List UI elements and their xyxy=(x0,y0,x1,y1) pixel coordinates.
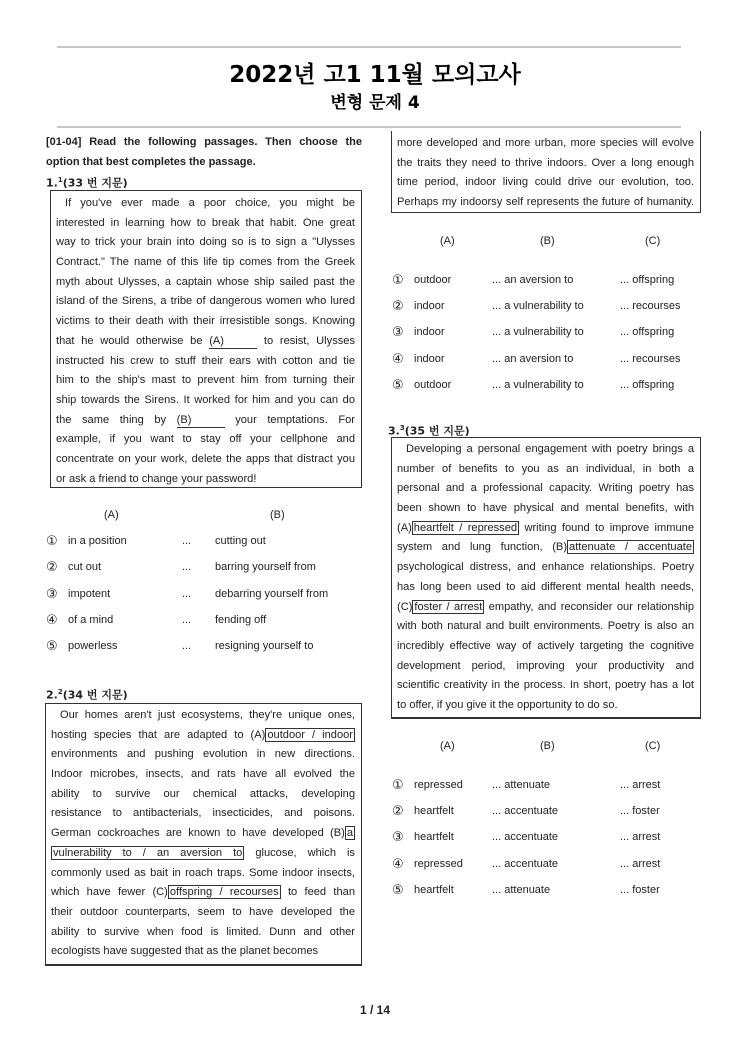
instructions-line: [01-04] Read the following passages. Then choose the xyxy=(46,136,362,148)
passage-line xyxy=(56,470,355,490)
option-text: ... xyxy=(182,640,192,653)
passage-line xyxy=(51,726,355,746)
passage-line xyxy=(51,864,355,884)
passage-text: ecologists have suggested that as the planet becomes xyxy=(51,945,319,958)
passage-line xyxy=(56,371,355,391)
answer-choice-box: heartfelt / repressed xyxy=(413,521,518,534)
passage-text: development period, improving your productivity and xyxy=(397,659,694,672)
passage-line xyxy=(56,411,355,431)
passage-line xyxy=(397,499,694,519)
passage-line xyxy=(51,903,355,923)
passage-text: environments and pushing evolution in new directions. xyxy=(51,748,355,761)
option-text: indoor xyxy=(414,352,445,365)
answer-choice-box: a xyxy=(346,827,353,840)
option-text: ... xyxy=(182,613,192,626)
passage-text: more developed and more urban, more species will evolve xyxy=(397,137,694,149)
passage-1 xyxy=(50,190,362,488)
option-number: ④ xyxy=(392,350,404,366)
header-rule xyxy=(57,126,681,128)
passage-line xyxy=(397,598,694,618)
passage-line xyxy=(397,173,694,193)
option-number: ① xyxy=(392,272,404,287)
passage-text: scientific creativity in the process. In short, poetry has a lot xyxy=(397,679,694,692)
passage-text: (C) xyxy=(397,600,413,613)
option-text: heartfelt xyxy=(414,883,454,896)
passage-text: hosting species that are adapted to (A) xyxy=(51,728,266,741)
top-rule xyxy=(57,46,681,48)
passage-text: Our homes aren't just ecosystems, they're unique ones, xyxy=(60,709,355,721)
options-column-header: (B) xyxy=(270,509,285,521)
passage-line xyxy=(397,134,694,154)
option-number: ② xyxy=(392,803,404,819)
passage-text: ship towards the Sirens. It worked for him and you can do xyxy=(56,393,355,406)
option-number: ③ xyxy=(392,829,404,845)
passage-text: victims to their death with their irresistible songs. Knowing xyxy=(56,315,355,328)
option-text: debarring yourself from xyxy=(215,587,329,600)
passage-line xyxy=(397,657,694,677)
answer-choice-box: vulnerability to / an aversion to xyxy=(53,846,243,859)
passage-line xyxy=(51,824,355,844)
option-number: ⑤ xyxy=(392,376,404,392)
options-column-header: (A) xyxy=(440,740,455,752)
passage-line xyxy=(397,479,694,499)
passage-line xyxy=(51,923,355,943)
option-number: ④ xyxy=(392,855,404,871)
option-text: ... attenuate xyxy=(492,883,551,896)
option-text: ... offspring xyxy=(620,378,675,391)
page-number: 1 / 14 xyxy=(359,1003,391,1017)
passage-text: system and lung function, (B) xyxy=(397,541,568,554)
option-text: ... an aversion to xyxy=(492,352,574,365)
options-column-header: (A) xyxy=(104,509,119,521)
question-2-heading: 2.$^2$(34 번 지문) xyxy=(46,688,128,702)
option-number: ② xyxy=(46,559,58,575)
passage-line xyxy=(56,391,355,411)
options-column-header: (C) xyxy=(645,740,661,752)
passage-3 xyxy=(391,437,701,719)
passage-line xyxy=(51,844,355,864)
option-text: ... accentuate xyxy=(492,857,559,870)
passage-text: Indoor microbes, insects, and rats have all evolved the xyxy=(51,768,355,781)
passage-text: incredibly effective way of actively targeting the cognitive xyxy=(397,639,694,652)
passage-line xyxy=(56,194,355,214)
option-number: ② xyxy=(392,298,404,314)
passage-line xyxy=(56,332,355,352)
passage-line xyxy=(51,765,355,785)
passage-text: writing found to improve immune xyxy=(519,521,694,534)
option-text: outdoor xyxy=(414,274,452,286)
option-text: fending off xyxy=(215,613,267,626)
option-text: cutting out xyxy=(215,535,266,547)
answer-blank: (A) xyxy=(209,334,257,349)
passage-line xyxy=(56,450,355,470)
options-column-header: (A) xyxy=(440,235,455,247)
option-number: ⑤ xyxy=(46,638,58,654)
passage-line xyxy=(56,430,355,450)
passage-line xyxy=(51,706,355,726)
option-text: barring yourself from xyxy=(215,561,316,574)
option-text: ... foster xyxy=(620,883,660,896)
passage-text: ability to survive when food is limited. Dunn and other xyxy=(51,925,355,938)
passage-text: If you've ever made a poor choice, you might be xyxy=(65,197,355,209)
passage-text: psychological distress, and enhance relationships. Poetry xyxy=(397,561,694,574)
passage-line xyxy=(51,804,355,824)
option-text: ... arrest xyxy=(620,779,661,791)
passage-text: to feed than xyxy=(280,886,355,899)
option-number: ① xyxy=(46,533,58,548)
passage-2 xyxy=(45,703,362,966)
option-text: indoor xyxy=(414,326,445,339)
option-text: ... recourses xyxy=(620,300,681,313)
passage-text: which have fewer (C) xyxy=(51,886,168,899)
passage-2-continued xyxy=(391,131,701,213)
passage-text: German cockroaches are known to have developed (B) xyxy=(51,827,345,840)
passage-line xyxy=(397,578,694,598)
passage-text: Developing a personal engagement with poetry brings a xyxy=(406,443,694,455)
passage-line xyxy=(51,883,355,903)
passage-text: has long been used to aid different mental health needs, xyxy=(397,580,694,593)
option-number: ⑤ xyxy=(392,881,404,897)
passage-text: ability to survive our chemical attacks, developing xyxy=(51,787,355,800)
passage-line xyxy=(397,519,694,539)
passage-line xyxy=(56,292,355,312)
passage-line xyxy=(397,538,694,558)
option-text: ... a vulnerability to xyxy=(492,326,584,339)
answer-choice-box: foster / arrest xyxy=(414,600,483,613)
passage-text: myth about Ulysses, a captain whose ship sailed past the xyxy=(56,275,355,288)
option-text: ... recourses xyxy=(620,352,681,365)
passage-line xyxy=(51,942,355,962)
passage-text: or ask a friend to change your password! xyxy=(56,472,257,485)
option-text: ... arrest xyxy=(620,857,661,870)
passage-line xyxy=(397,193,694,213)
option-number: ④ xyxy=(46,611,58,627)
passage-line xyxy=(51,785,355,805)
passage-text: your temptations. For xyxy=(224,413,355,426)
answer-blank: (B) xyxy=(177,413,225,428)
answer-choice-box: attenuate / accentuate xyxy=(569,541,692,554)
passage-line xyxy=(397,440,694,460)
option-text: ... arrest xyxy=(620,831,661,844)
option-text: ... xyxy=(182,561,192,574)
passage-line xyxy=(397,637,694,657)
passage-text: him to the ship's mast to prevent him from turning their xyxy=(56,374,355,387)
option-number: ③ xyxy=(46,585,58,601)
option-text: repressed xyxy=(414,857,463,870)
option-number: ① xyxy=(392,777,404,792)
page-subtitle: 변형 문제 4 xyxy=(330,93,420,113)
option-text: ... offspring xyxy=(620,274,675,286)
passage-line xyxy=(397,696,694,716)
question-3-heading: 3.$^3$(35 번 지문) xyxy=(388,424,470,438)
option-text: indoor xyxy=(414,300,445,313)
option-text: in a position xyxy=(68,535,127,547)
passage-line xyxy=(56,233,355,253)
options-column-header: (C) xyxy=(645,235,661,247)
passage-text: the traits they need to thrive indoors. Over a long enough xyxy=(397,156,694,169)
passage-text: personal and a professional capacity. Writing poetry has xyxy=(397,482,694,495)
passage-text: Contract." The name of this life tip comes from the Greek xyxy=(56,256,355,269)
passage-text: empathy, and reconsider our relationship xyxy=(484,600,694,613)
passage-text: (A) xyxy=(397,521,412,534)
passage-text: way to trick your brain into doing so is to sign a "Ulysses xyxy=(56,236,355,249)
option-text: ... offspring xyxy=(620,326,675,339)
option-text: ... foster xyxy=(620,805,660,818)
answer-choice-box: outdoor / indoor xyxy=(267,728,353,741)
passage-line xyxy=(397,617,694,637)
option-text: ... accentuate xyxy=(492,831,559,844)
question-1-heading: 1.$^1$(33 번 지문) xyxy=(46,176,128,190)
passage-text: example, if you want to stay off your cellphone and xyxy=(56,433,355,446)
page-title: 2022년 고1 11월 모의고사 xyxy=(229,62,521,88)
passage-text: instructed his crew to stuff their ears with cotton and tie xyxy=(56,354,355,367)
instructions xyxy=(46,133,362,172)
option-text: impotent xyxy=(68,587,111,600)
passage-text: commonly used as bait in roach traps. Some indoor insects, xyxy=(51,866,355,879)
passage-line xyxy=(56,352,355,372)
passage-line xyxy=(56,273,355,293)
option-text: of a mind xyxy=(68,613,114,626)
option-text: ... a vulnerability to xyxy=(492,300,584,313)
passage-line xyxy=(397,558,694,578)
option-text: heartfelt xyxy=(414,805,454,818)
option-text: ... accentuate xyxy=(492,805,559,818)
passage-text: the same thing by xyxy=(56,413,177,426)
instructions-line: option that best completes the passage. xyxy=(46,155,256,168)
option-text: ... attenuate xyxy=(492,779,551,791)
passage-text: glucose, which is xyxy=(244,846,355,859)
options-column-header: (B) xyxy=(540,235,555,247)
passage-text: time period, indoor living could drive our evolution, too. xyxy=(397,176,694,189)
passage-text: that he would otherwise be xyxy=(56,334,210,347)
option-text: heartfelt xyxy=(414,831,454,844)
passage-text: to resist, Ulysses xyxy=(257,334,355,347)
passage-text: concentrate on your work, delete the apps that distract you xyxy=(56,452,355,465)
option-text: ... xyxy=(182,535,192,547)
answer-choice-box: offspring / recourses xyxy=(169,886,279,899)
option-text: outdoor xyxy=(414,378,452,391)
passage-line xyxy=(56,312,355,332)
option-text: cut out xyxy=(68,561,102,574)
option-text: ... an aversion to xyxy=(492,274,574,286)
option-text: resigning yourself to xyxy=(215,640,314,653)
passage-text: interested in learning how to break that habit. One great xyxy=(56,216,355,229)
passage-line xyxy=(51,745,355,765)
option-text: repressed xyxy=(414,779,463,791)
passage-line xyxy=(56,214,355,234)
passage-line xyxy=(397,460,694,480)
passage-text: number of benefits to you as an individual, in both a xyxy=(397,462,694,475)
passage-text: Perhaps my indoorsy self represents the future of humanity. xyxy=(397,196,694,209)
passage-text: been shown to have physical and mental benefits, with xyxy=(397,502,694,515)
passage-text: island of the Sirens, a tribe of dangerous women who lured xyxy=(56,295,355,308)
passage-line xyxy=(397,154,694,174)
option-text: ... a vulnerability to xyxy=(492,378,584,391)
passage-text: with both natural and built environments. Poetry is also an xyxy=(397,620,694,633)
passage-line xyxy=(56,253,355,273)
passage-line xyxy=(397,676,694,696)
option-text: powerless xyxy=(68,640,118,653)
passage-text: to offer, if you give it the opportunity to do so. xyxy=(397,698,618,711)
option-text: ... xyxy=(182,587,192,600)
option-number: ③ xyxy=(392,324,404,340)
passage-text: resistance to antibacterials, insecticides, and poisons. xyxy=(51,807,355,820)
passage-text: their outdoor counterparts, seem to have developed the xyxy=(51,905,355,918)
options-column-header: (B) xyxy=(540,740,555,752)
